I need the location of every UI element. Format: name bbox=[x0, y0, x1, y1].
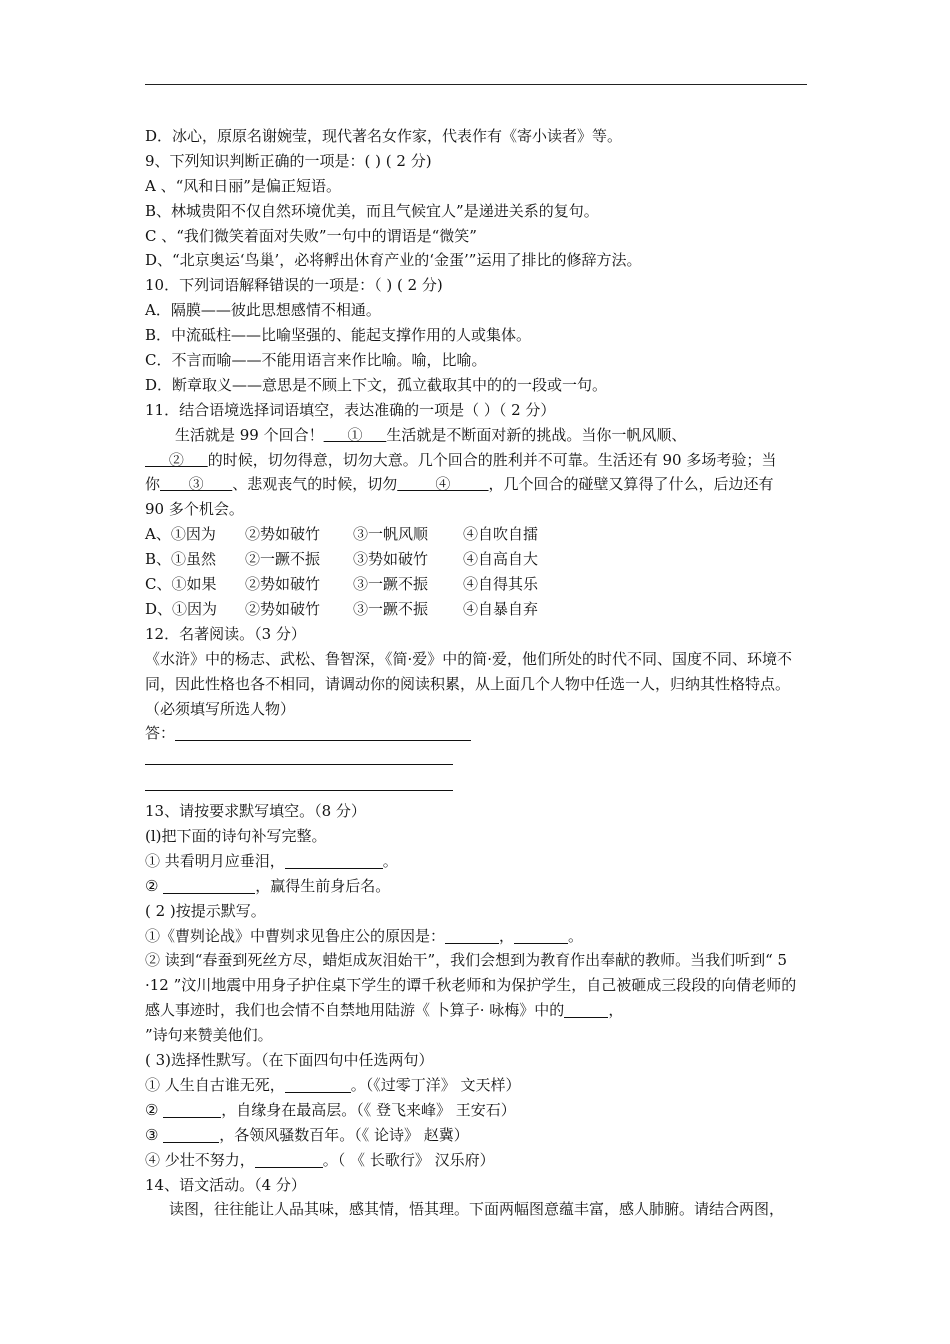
q10-option-a: A．隔膜——彼此思想感情不相通。 bbox=[145, 301, 381, 320]
q13-item bbox=[145, 1123, 817, 1148]
q10-option-c: C．不言而喻——不能用语言来作比喻。喻，比喻。 bbox=[145, 351, 487, 370]
q11-passage-line3 bbox=[145, 472, 817, 497]
q10-option-b: B．中流砥柱——比喻坚强的、能起支撑作用的人或集体。 bbox=[145, 326, 532, 345]
q11-option-b bbox=[145, 547, 817, 572]
q13-item bbox=[145, 948, 811, 1048]
q13-item bbox=[145, 874, 817, 899]
q13-item bbox=[145, 1098, 817, 1123]
q11-text: 、悲观丧气的时候，切勿 bbox=[232, 475, 398, 494]
answer-label: 答： bbox=[145, 724, 176, 743]
q11-passage-line2 bbox=[145, 448, 817, 473]
answer-blank[interactable] bbox=[145, 773, 453, 791]
fill-blank[interactable] bbox=[163, 1102, 221, 1118]
q12-answer-line bbox=[145, 721, 817, 746]
q13-text: ④ 少壮不努力， bbox=[145, 1150, 255, 1169]
q11-passage-line1 bbox=[145, 423, 817, 448]
option-cell: ③一帆风顺 bbox=[353, 525, 429, 544]
q13-part1: (l)把下面的诗句补写完整。 bbox=[145, 826, 327, 845]
q10-option-d: D．断章取义——意思是不顾上下文，孤立截取其中的的一段或一句。 bbox=[145, 375, 608, 394]
answer-blank[interactable] bbox=[145, 747, 453, 765]
q11-blank-4: ④ bbox=[397, 475, 489, 494]
option-cell: ④自暴自弃 bbox=[463, 599, 539, 618]
q11-text: ，几个回合的碰壁又算得了什么，后边还有 bbox=[488, 475, 774, 494]
q13-text: ， bbox=[499, 926, 515, 945]
q13-part2: ( 2 )按提示默写。 bbox=[145, 901, 266, 920]
q13-text: ，各领风骚数百年。（《 论诗》 赵冀） bbox=[219, 1125, 469, 1144]
fill-blank[interactable] bbox=[255, 1152, 323, 1168]
question-9: 9、下列知识判断正确的一项是：( ) ( 2 分) bbox=[145, 151, 432, 170]
option-cell: ③势如破竹 bbox=[353, 550, 429, 569]
option-cell: D、①因为 bbox=[145, 599, 218, 618]
fill-blank[interactable] bbox=[163, 1127, 219, 1143]
q13-text: ，自缘身在最高层。（《 登飞来峰》 王安石） bbox=[221, 1100, 516, 1119]
option-cell: ④自高自大 bbox=[463, 550, 539, 569]
q13-text: ① 共看明月应垂泪， bbox=[145, 851, 285, 870]
fill-blank[interactable] bbox=[285, 853, 383, 869]
q12-text: 《水浒》中的杨志、武松、鲁智深，《简·爱》中的简·爱，他们所处的时代不同、国度不同、环境不同，因此性格也各不相同，请调动你的阅读积累，从上面几个人物中任选一人，归纳其性格特点。（必须填写所选人物） bbox=[145, 649, 793, 718]
q11-blank-2: ② bbox=[145, 450, 208, 469]
q13-text: ， bbox=[608, 1001, 624, 1020]
q13-item bbox=[145, 924, 817, 949]
option-cell: ②一蹶不振 bbox=[245, 550, 321, 569]
q13-text: ② 读到“春蚕到死丝方尽，蜡炬成灰泪始干”，我们会想到为教育作出奉献的教师。当我们听到“ 5 ·12 ”汶川地震中用身子护住桌下学生的谭千秋老师和为保护学生，自己被砸成三段段的向倩老师的感人事迹时，我们也会情不自禁地用陆游《 卜算子· 咏梅》中的 bbox=[145, 951, 797, 1020]
option-cell: ②势如破竹 bbox=[245, 525, 321, 544]
fill-blank[interactable] bbox=[564, 1002, 608, 1018]
fill-blank[interactable] bbox=[445, 928, 499, 944]
q13-item bbox=[145, 1073, 817, 1098]
q13-text: ，赢得生前身后名。 bbox=[255, 876, 391, 895]
q13-item bbox=[145, 1148, 817, 1173]
q11-text: 的时候，切勿得意，切勿大意。几个回合的胜利并不可靠。生活还有 90 多场考验；当 bbox=[207, 450, 777, 469]
q11-text: 生活就是不断面对新的挑战。当你一帆风顺、 bbox=[386, 425, 687, 444]
q11-blank-1: ① bbox=[323, 425, 387, 444]
q13-text: ② bbox=[145, 1100, 164, 1119]
q11-blank-3: ③ bbox=[160, 475, 233, 494]
q9-option-d: D、“北京奥运‘鸟巢’，必将孵出休育产业的‘金蛋’”运用了排比的修辞方法。 bbox=[145, 251, 642, 270]
q13-text: 。 bbox=[382, 851, 398, 870]
answer-blank[interactable] bbox=[175, 725, 471, 741]
question-11: 11．结合语境选择词语填空，表达准确的一项是（ ）（ 2 分） bbox=[145, 400, 556, 419]
q11-passage-line4: 90 多个机会。 bbox=[145, 500, 244, 519]
q13-text: ② bbox=[145, 876, 164, 895]
q13-text: ① 人生自古谁无死， bbox=[145, 1075, 285, 1094]
q11-text: 生活就是 99 个回合！ bbox=[175, 425, 324, 444]
option-cell: ②势如破竹 bbox=[245, 599, 321, 618]
option-cell: ④自得其乐 bbox=[463, 575, 539, 594]
option-cell: C、①如果 bbox=[145, 575, 217, 594]
fill-blank[interactable] bbox=[514, 928, 568, 944]
option-cell: B、①虽然 bbox=[145, 550, 217, 569]
q13-text: 。（《过零丁洋》 文天样） bbox=[350, 1075, 521, 1094]
document-body bbox=[145, 124, 817, 1222]
q9-option-c: C 、“我们微笑着面对失败”一句中的谓语是“微笑” bbox=[145, 226, 477, 245]
q11-option-a bbox=[145, 522, 817, 547]
option-cell: ④自吹自擂 bbox=[463, 525, 539, 544]
q13-text: ①《曹刿论战》中曹刿求见鲁庄公的原因是： bbox=[145, 926, 446, 945]
answer-lines bbox=[145, 746, 817, 791]
q13-item bbox=[145, 849, 817, 874]
question-10: 10．下列词语解释错误的一项是：（ ) ( 2 分) bbox=[145, 276, 443, 295]
q9-option-b: B、林城贵阳不仅自然环境优美，而且气候宜人”是递进关系的复句。 bbox=[145, 201, 599, 220]
q14-text: 读图，往往能让人品其味，感其情，悟其理。下面两幅图意蕴丰富，感人肺腑。请结合两图， bbox=[169, 1200, 785, 1219]
question-12: 12．名著阅读。（3 分） bbox=[145, 624, 306, 643]
question-14: 14、语文活动。（4 分） bbox=[145, 1175, 306, 1194]
q13-part3: ( 3)选择性默写。（在下面四句中任选两句） bbox=[145, 1051, 434, 1070]
q11-text: 你 bbox=[145, 475, 161, 494]
q13-text: ③ bbox=[145, 1125, 164, 1144]
option-line: D．冰心，原原名谢婉莹，现代著名女作家，代表作有《寄小读者》等。 bbox=[145, 127, 623, 145]
header-rule bbox=[145, 84, 807, 85]
q13-text: 。 bbox=[568, 926, 584, 945]
q13-text: 。（ 《 长歌行》 汉乐府） bbox=[322, 1150, 495, 1169]
fill-blank[interactable] bbox=[163, 878, 255, 894]
option-cell: ③一蹶不振 bbox=[353, 599, 429, 618]
fill-blank[interactable] bbox=[285, 1077, 351, 1093]
q11-option-c bbox=[145, 572, 817, 597]
option-cell: ③一蹶不振 bbox=[353, 575, 429, 594]
question-13: 13、请按要求默写填空。（8 分） bbox=[145, 802, 366, 821]
q9-option-a: A 、“风和日丽”是偏正短语。 bbox=[145, 176, 341, 195]
q13-text: ”诗句来赞美他们。 bbox=[145, 1026, 273, 1045]
q11-option-d bbox=[145, 597, 817, 622]
option-cell: ②势如破竹 bbox=[245, 575, 321, 594]
option-cell: A、①因为 bbox=[145, 525, 216, 544]
